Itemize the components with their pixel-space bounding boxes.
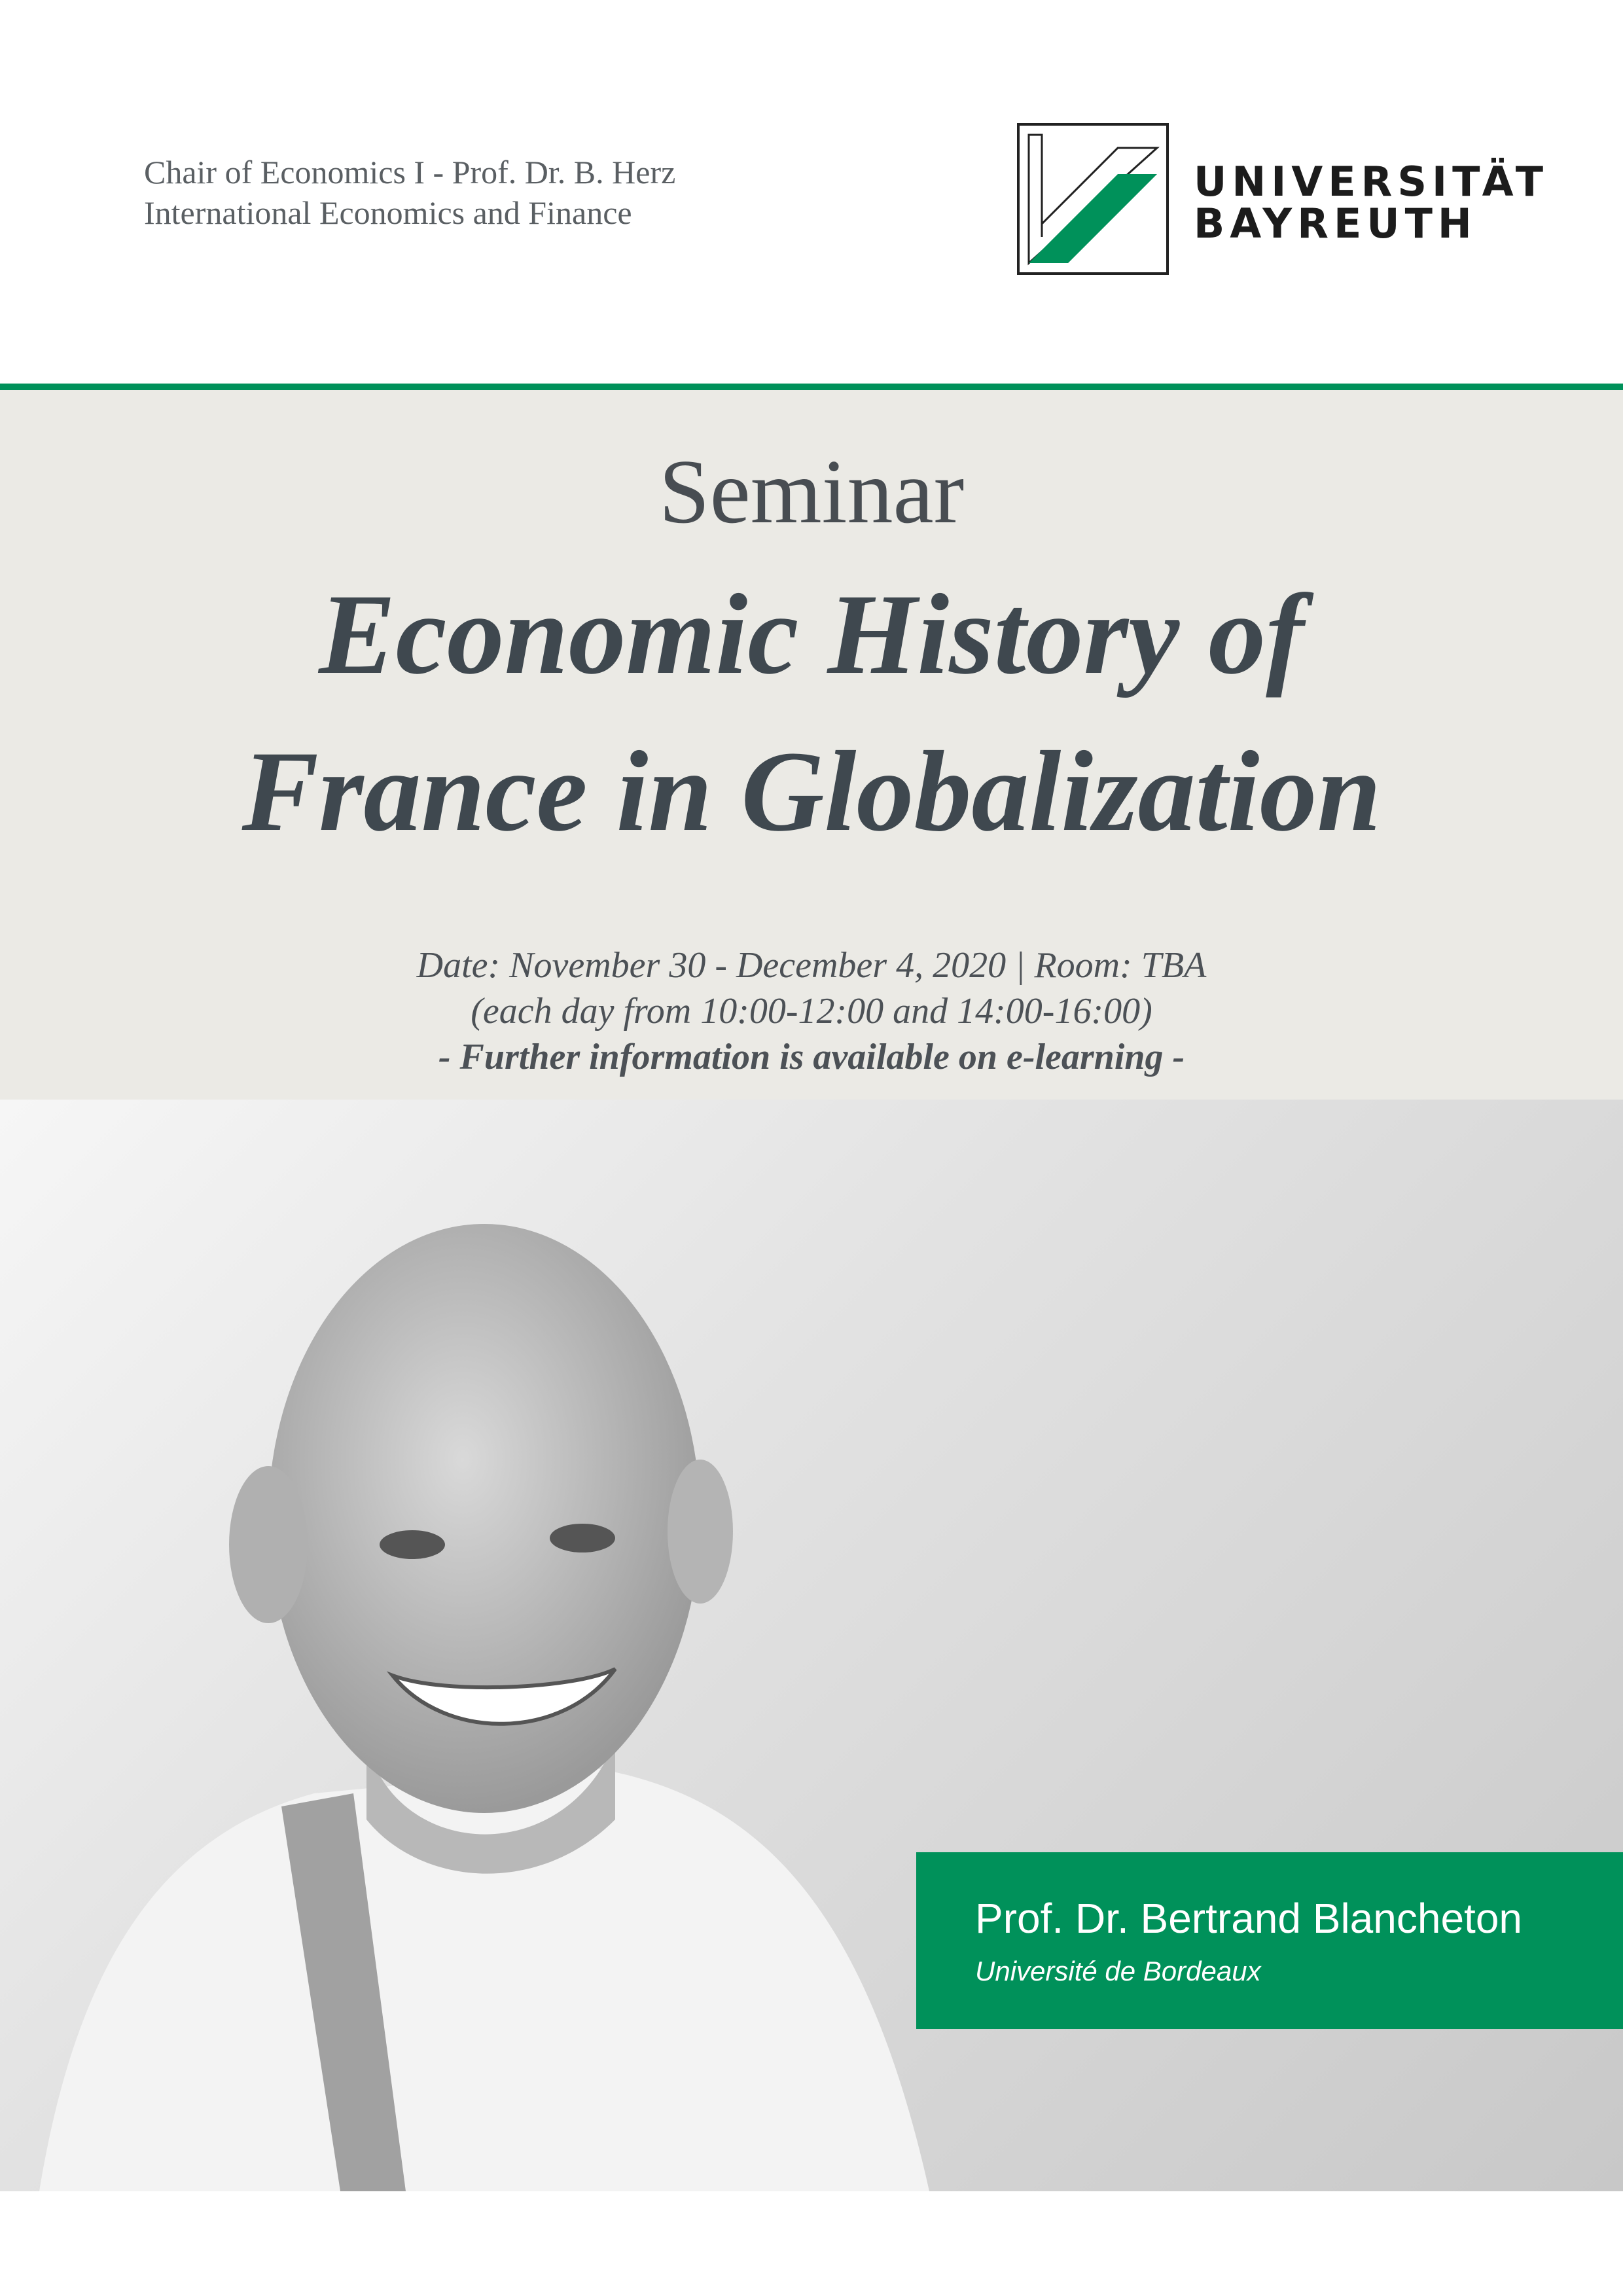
- university-logo: [1017, 123, 1549, 278]
- seminar-title: [0, 556, 1623, 870]
- seminar-kicker: Seminar: [658, 441, 965, 543]
- seminar-details: [0, 942, 1623, 1080]
- info-note: - Further information is available on e-learning -: [438, 1037, 1185, 1077]
- speaker-name: Prof. Dr. Bertrand Blancheton: [975, 1895, 1522, 1942]
- hours: (each day from 10:00-12:00 and 14:00-16:00): [471, 991, 1152, 1031]
- chair-info: [144, 152, 675, 233]
- logo-line-1: UNIVERSITÄT: [1194, 158, 1549, 206]
- title-line-1: Economic History of: [319, 571, 1304, 698]
- logo-mark: [1017, 123, 1169, 275]
- date-room: Date: November 30 - December 4, 2020 | Room: TBA: [416, 945, 1207, 986]
- institute-line: International Economics and Finance: [144, 194, 632, 231]
- title-line-2: France in Globalization: [241, 728, 1382, 855]
- logo-wordmark: [1194, 158, 1549, 247]
- divider-rule: [0, 384, 1623, 390]
- logo-line-2: BAYREUTH: [1194, 200, 1477, 247]
- chair-line: Chair of Economics I - Prof. Dr. B. Herz: [144, 154, 676, 190]
- speaker-affiliation: Université de Bordeaux: [975, 1956, 1261, 1986]
- speaker-card: [916, 1852, 1623, 2029]
